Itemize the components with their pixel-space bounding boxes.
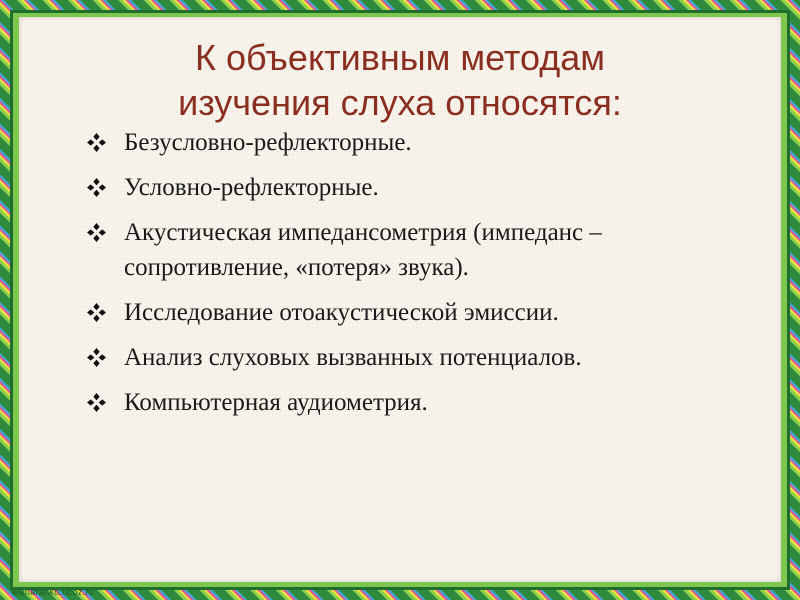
list-item <box>79 170 719 205</box>
list-item <box>79 385 719 420</box>
title-line-1: К объективным методам <box>195 37 605 78</box>
list-item-label: Безусловно-рефлекторные. <box>124 129 412 156</box>
list-item-label: Компьютерная аудиометрия. <box>124 389 428 416</box>
slide-title <box>19 35 781 125</box>
list-item-label: Анализ слуховых вызванных потенциалов. <box>124 344 582 371</box>
list-item <box>79 340 719 375</box>
four-diamond-icon <box>86 347 107 368</box>
list-item <box>79 295 719 330</box>
four-diamond-icon <box>86 302 107 323</box>
four-diamond-icon <box>86 177 107 198</box>
watermark-text: elenaranko.ucoz.ru <box>12 587 94 597</box>
slide-canvas <box>19 17 781 582</box>
four-diamond-icon <box>86 222 107 243</box>
list-item <box>79 215 719 285</box>
list-item-label: Акустическая импедансометрия (импеданс – сопротивление, «потеря» звука). <box>124 219 602 281</box>
list-item-label: Исследование отоакустической эмиссии. <box>124 299 559 326</box>
list-item <box>79 125 719 160</box>
title-line-2: изучения слуха относятся: <box>178 82 622 123</box>
four-diamond-icon <box>86 392 107 413</box>
methods-list <box>79 125 719 430</box>
four-diamond-icon <box>86 132 107 153</box>
list-item-label: Условно-рефлекторные. <box>124 174 379 201</box>
